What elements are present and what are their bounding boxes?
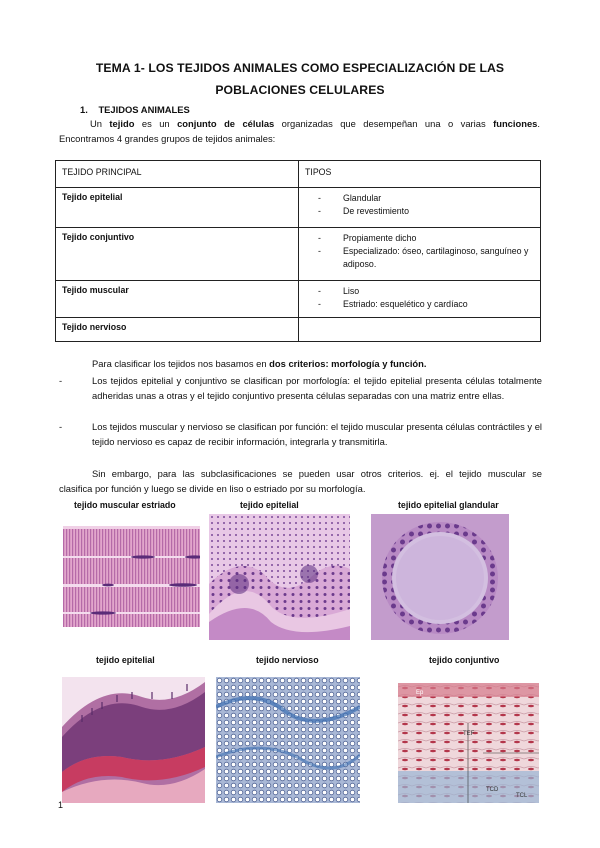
bullet-text: Los tejidos epitelial y conjuntivo se clasifican por morfología: el tejido epitelial presenta células totalmente adheridas unas a otras y el tejido conjuntivo presenta células separadas con una matriz entre ellas. <box>92 375 542 401</box>
micro-label-tcl: TCL <box>516 793 528 799</box>
page-title-line2: POBLACIONES CELULARES <box>215 83 385 97</box>
table-row <box>56 188 541 228</box>
table-cell-name: Tejido muscular <box>56 281 299 318</box>
type-item: - Glandular <box>305 192 534 205</box>
bullet-dash: - <box>59 375 63 386</box>
intro-line2: Encontramos 4 grandes grupos de tejidos animales: <box>59 133 276 144</box>
micro-label-tcd: TCD <box>486 787 499 793</box>
criteria-text: Para clasificar los tejidos nos basamos en <box>92 358 270 369</box>
caption-striated-muscle: tejido muscular estriado <box>74 500 176 510</box>
intro-text-c: es un <box>134 118 178 129</box>
type-item: - Liso <box>305 285 534 298</box>
epithelial-ciliated-image <box>62 677 205 803</box>
table-row <box>56 281 541 318</box>
nervous-image <box>216 677 360 803</box>
intro-text-g: . <box>537 118 540 129</box>
bullet-dash: - <box>59 421 63 432</box>
intro-term-funciones: funciones <box>493 118 538 129</box>
subclass-paragraph <box>59 466 542 496</box>
bullet-item <box>59 419 542 449</box>
type-item: - De revestimiento <box>305 205 534 218</box>
intro-paragraph <box>59 116 540 146</box>
micro-label-ep: Ep <box>416 690 424 696</box>
section-label: TEJIDOS ANIMALES <box>98 104 190 115</box>
striated-muscle-image <box>63 526 200 627</box>
table-row <box>56 228 541 281</box>
page-number: 1 <box>58 800 64 810</box>
type-item: - Propiamente dicho <box>305 232 534 245</box>
criteria-emphasis: dos criterios: morfología y función. <box>269 358 427 369</box>
criteria-line <box>92 358 426 369</box>
glandular-image <box>371 514 509 640</box>
table-cell-types <box>299 228 541 281</box>
table-cell-name: Tejido conjuntivo <box>56 228 299 281</box>
intro-term-celulas: conjunto de células <box>177 118 275 129</box>
intro-term-tejido: tejido <box>109 118 135 129</box>
type-item: - Especializado: óseo, cartilaginoso, sanguíneo y adiposo. <box>305 245 534 271</box>
caption-nervous: tejido nervioso <box>256 655 319 665</box>
micro-label-tef: TEF <box>463 731 475 737</box>
intro-text-a: Un <box>90 118 110 129</box>
epithelial-image <box>209 514 350 640</box>
bullet-text: Los tejidos muscular y nervioso se clasifican por función: el tejido muscular presenta células contráctiles y el tejido nervioso es capaz de recibir información, integrarla y transmitirla. <box>92 421 542 447</box>
section-number: 1. <box>80 104 88 115</box>
table-header-col2: TIPOS <box>299 161 541 188</box>
bullet-item <box>59 373 542 403</box>
connective-image <box>398 683 539 803</box>
table-header-col1: TEJIDO PRINCIPAL <box>56 161 299 188</box>
subclass-line1: Sin embargo, para las subclasificaciones se pueden usar otros criterios. ej. el tejido muscular se <box>92 468 542 479</box>
page-title-line1: TEMA 1- LOS TEJIDOS ANIMALES COMO ESPECIALIZACIÓN DE LAS <box>95 61 505 75</box>
table-cell-types <box>299 188 541 228</box>
section-heading <box>80 104 190 115</box>
caption-epithelial-2: tejido epitelial <box>96 655 155 665</box>
caption-glandular: tejido epitelial glandular <box>398 500 499 510</box>
table-cell-name: Tejido epitelial <box>56 188 299 228</box>
caption-connective: tejido conjuntivo <box>429 655 500 665</box>
table-header-row <box>56 161 541 188</box>
caption-epithelial: tejido epitelial <box>240 500 299 510</box>
table-row <box>56 318 541 342</box>
type-item: - Estriado: esquelético y cardíaco <box>305 298 534 311</box>
intro-line1 <box>59 116 540 131</box>
table-cell-name: Tejido nervioso <box>56 318 299 342</box>
tissue-table <box>55 160 541 342</box>
subclass-line2: clasifica por función y luego se divide en liso o estriado por su morfología. <box>59 483 366 494</box>
intro-text-e: organizadas que desempeñan una o varias <box>274 118 494 129</box>
table-cell-types <box>299 281 541 318</box>
table-cell-types <box>299 318 541 342</box>
